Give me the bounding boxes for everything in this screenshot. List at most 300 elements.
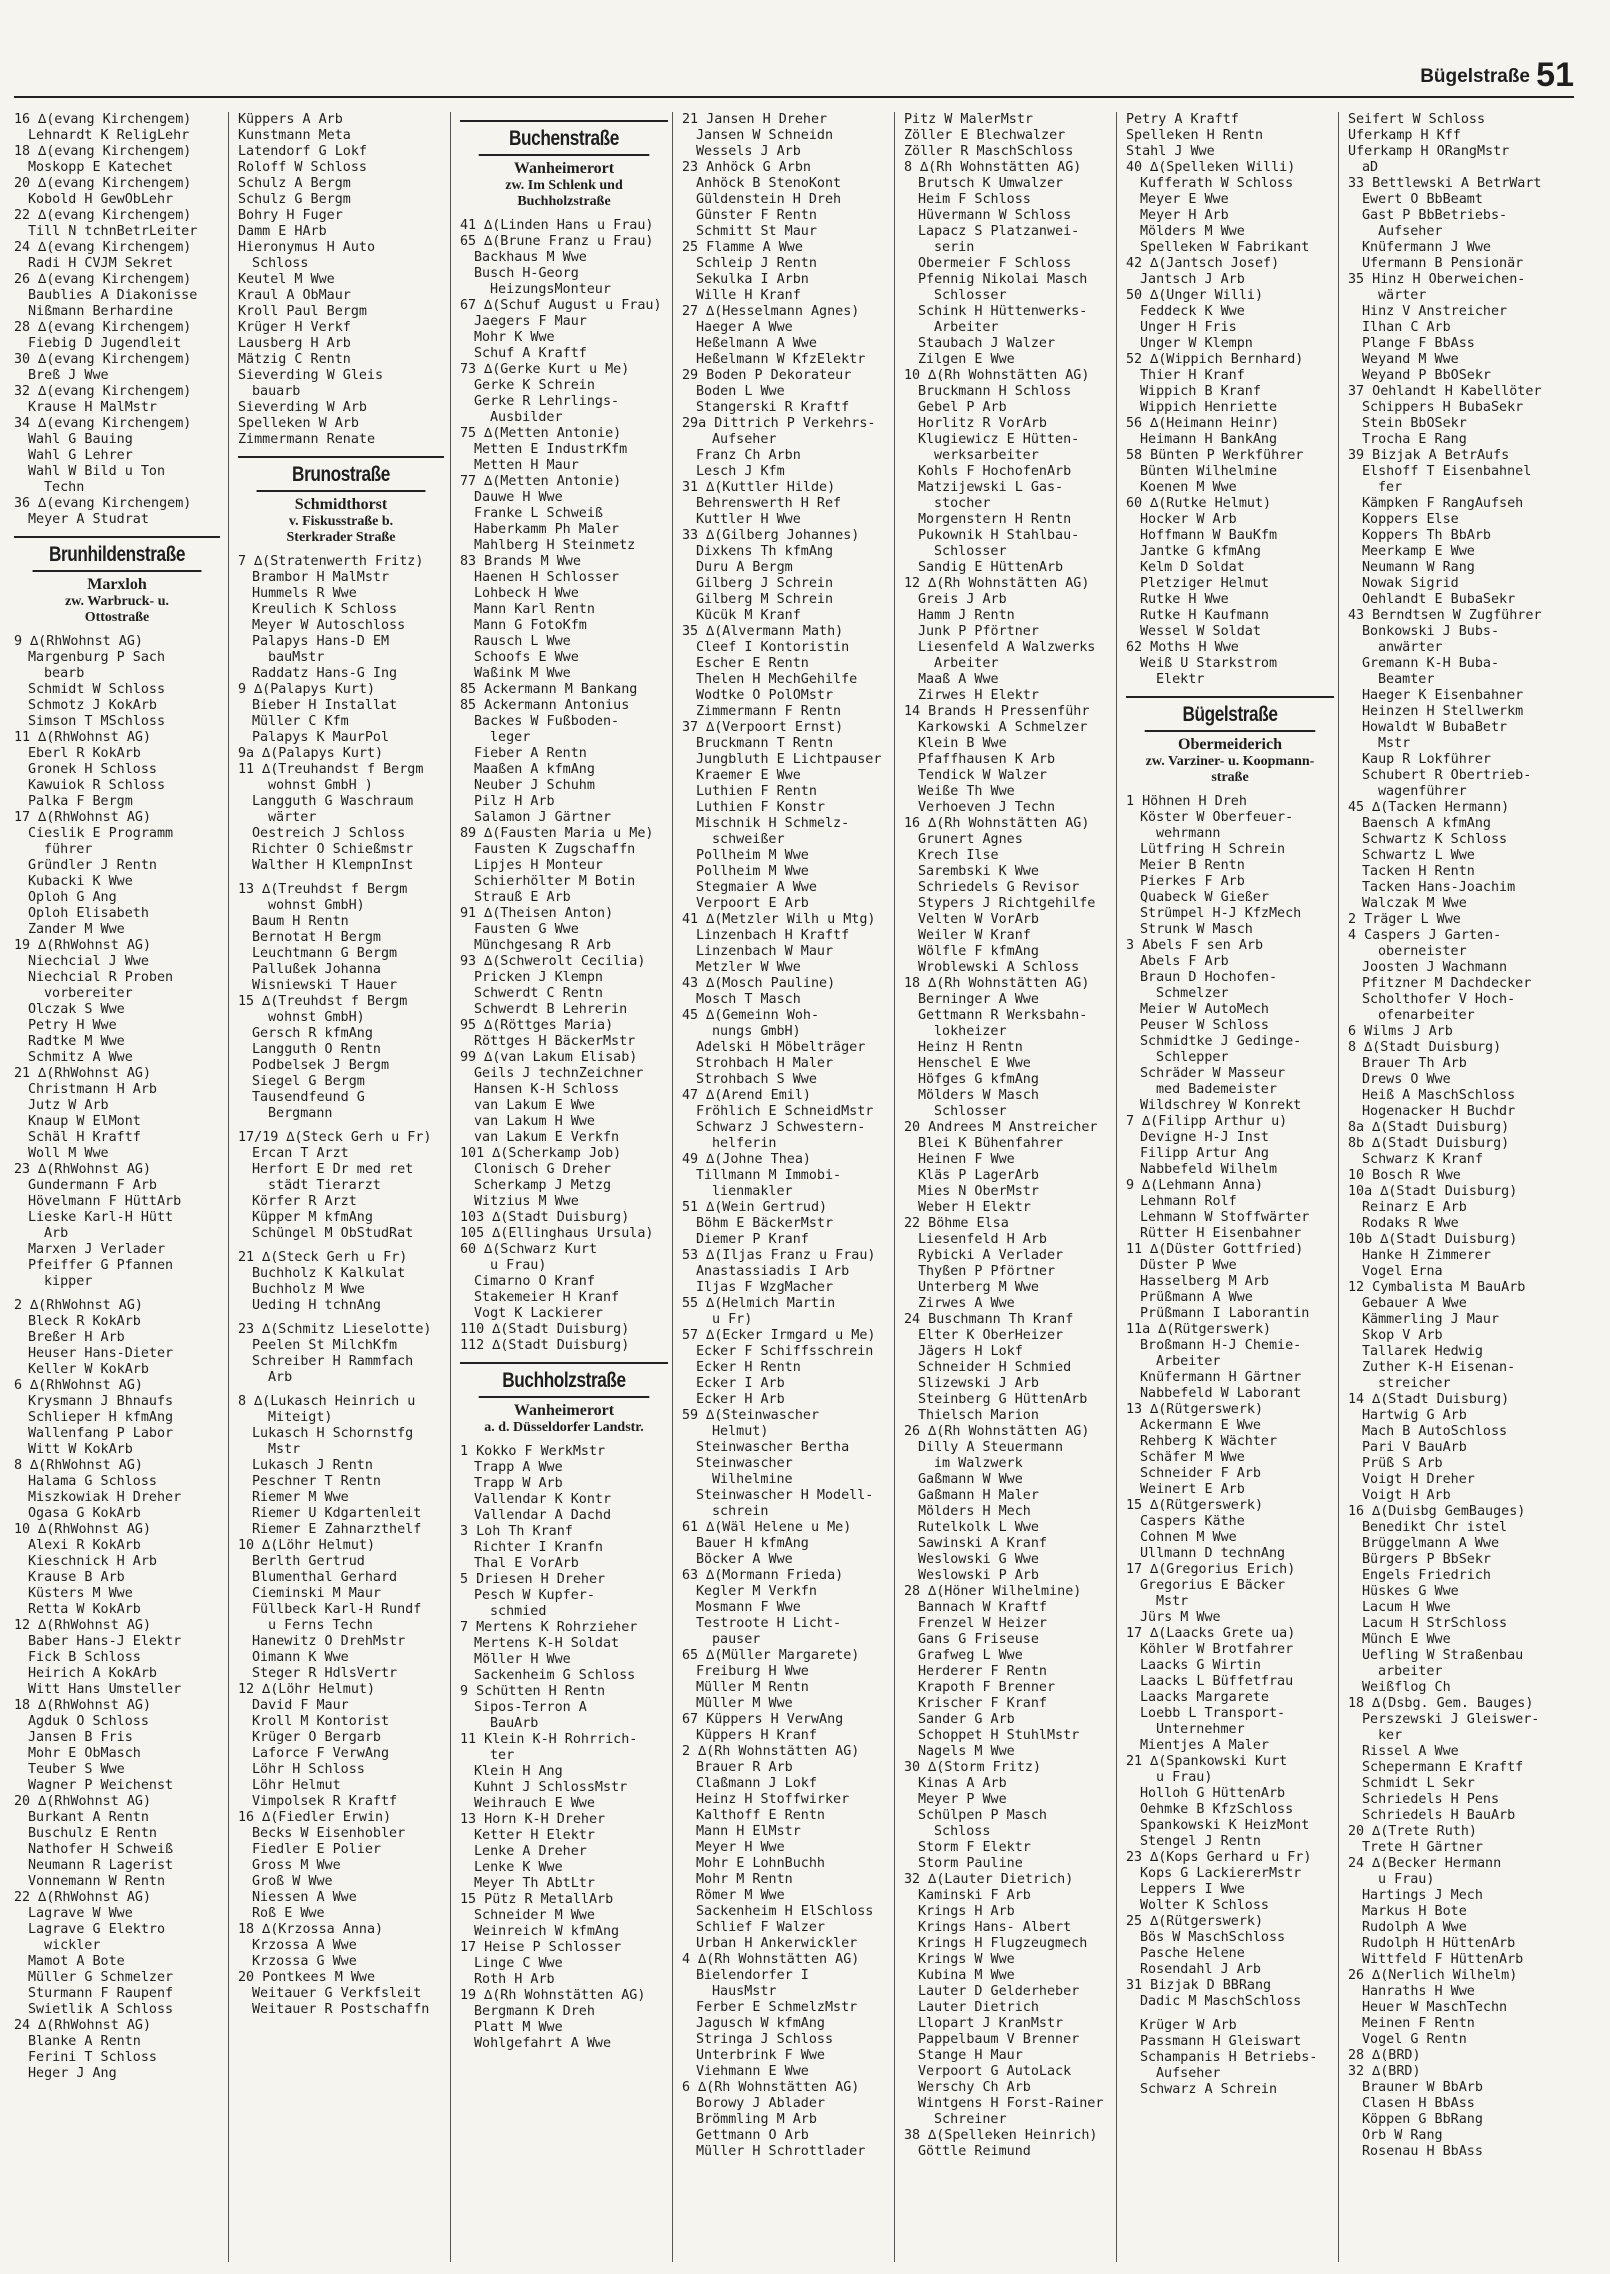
directory-entry: Raddatz Hans-G Ing: [252, 666, 398, 681]
directory-entry: Stakemeier H Kranf: [474, 1290, 620, 1305]
directory-entry: Schloss: [252, 256, 309, 271]
directory-entry: 67 ∆(Schuf August u Frau): [460, 298, 662, 313]
directory-entry: Scherkamp J Metzg: [474, 1178, 612, 1193]
directory-entry: Elter K OberHeizer: [918, 1328, 1064, 1343]
directory-entry: Stange H Maur: [918, 2048, 1023, 2063]
directory-entry: 65 ∆(Müller Margarete): [682, 1648, 860, 1663]
directory-entry: 41 ∆(Linden Hans u Frau): [460, 218, 654, 233]
directory-entry: Stangerski R Kraftf: [696, 400, 850, 415]
directory-entry: 35 Hinz H Oberweichen-: [1348, 272, 1526, 287]
directory-entry: Weitauer G Verkfsleit: [252, 1986, 422, 2001]
column-divider: [1116, 112, 1117, 2262]
directory-entry: 73 ∆(Gerke Kurt u Me): [460, 362, 630, 377]
directory-entry: Witt Hans Umsteller: [28, 1682, 182, 1697]
directory-entry: 65 ∆(Brune Franz u Frau): [460, 234, 654, 249]
directory-entry: Mosmann F Wwe: [696, 1600, 801, 1615]
directory-entry: 17 ∆(RhWohnst AG): [14, 810, 152, 825]
directory-entry: Neumann W Rang: [1362, 560, 1475, 575]
directory-entry: 75 ∆(Metten Antonie): [460, 426, 622, 441]
directory-entry: Zöller E Blechwalzer: [904, 128, 1066, 143]
directory-entry: Müller M Wwe: [696, 1696, 793, 1711]
directory-entry: bearb: [44, 666, 85, 681]
directory-entry: Weinreich W kfmAng: [474, 1924, 620, 1939]
directory-entry: Verpoort E Arb: [696, 896, 809, 911]
directory-entry: 18 ∆(Krzossa Anna): [238, 1922, 384, 1937]
directory-entry: Schampanis H Betriebs-: [1140, 2050, 1318, 2065]
directory-entry: Schepermann E Kraftf: [1362, 1760, 1524, 1775]
directory-entry: Bürgers P BbSekr: [1362, 1552, 1491, 1567]
directory-entry: Schwerdt C Rentn: [474, 986, 603, 1001]
directory-entry: Fiedler E Polier: [252, 1842, 381, 1857]
column-5: [904, 112, 1110, 2262]
directory-entry: Mölders H Mech: [918, 1504, 1031, 1519]
directory-entry: Pletziger Helmut: [1140, 576, 1269, 591]
directory-entry: Schulz G Bergm: [238, 192, 351, 207]
directory-entry: 14 Brands H Pressenführ: [904, 704, 1090, 719]
directory-entry: Radtke M Wwe: [28, 1034, 125, 1049]
directory-entry: Gundermann F Arb: [28, 1178, 157, 1193]
directory-entry: Stegmaier A Wwe: [696, 880, 817, 895]
directory-entry: 12 ∆(Rh Wohnstätten AG): [904, 576, 1090, 591]
directory-entry: Fausten G Wwe: [474, 922, 579, 937]
directory-entry: Groß W Wwe: [252, 1874, 333, 1889]
directory-entry: Lesch J Kfm: [696, 464, 785, 479]
directory-entry: 12 Cymbalista M BauArb: [1348, 1280, 1526, 1295]
directory-entry: 10 ∆(Löhr Helmut): [238, 1538, 376, 1553]
directory-entry: Zöller R MaschSchloss: [904, 144, 1074, 159]
directory-entry: Jaegers F Maur: [474, 314, 587, 329]
directory-entry: Schreiber H Rammfach: [252, 1354, 414, 1369]
directory-entry: Bauer H kfmAng: [696, 1536, 809, 1551]
directory-entry: Simson T MSchloss: [28, 714, 166, 729]
directory-entry: Schippers H BubaSekr: [1362, 400, 1524, 415]
directory-entry: im Walzwerk: [934, 1456, 1023, 1471]
directory-entry: [238, 1386, 444, 1394]
directory-entry: Schierhölter M Botin: [474, 874, 636, 889]
directory-entry: Kuttler H Wwe: [696, 512, 801, 527]
directory-entry: Liesenfeld H Arb: [918, 1232, 1047, 1247]
directory-entry: Filipp Artur Ang: [1140, 1146, 1269, 1161]
directory-entry: Schmitt St Maur: [696, 224, 817, 239]
directory-entry: 56 ∆(Heimann Heinr): [1126, 416, 1280, 431]
directory-entry: Nabbefeld Wilhelm: [1140, 1162, 1278, 1177]
directory-entry: 60 ∆(Schwarz Kurt: [460, 1242, 598, 1257]
directory-entry: Bös W MaschSchloss: [1140, 1930, 1286, 1945]
directory-entry: Knüfermann H Gärtner: [1140, 1370, 1302, 1385]
directory-entry: 43 Berndtsen W Zugführer: [1348, 608, 1542, 623]
district-name: Wanheimerort: [513, 160, 615, 177]
directory-entry: Metten H Maur: [474, 458, 579, 473]
street-range: a. d. Düsseldorfer Landstr.: [484, 1420, 644, 1435]
directory-entry: 4 Caspers J Garten-: [1348, 928, 1502, 943]
directory-entry: fer: [1378, 480, 1403, 495]
directory-entry: Roß E Wwe: [252, 1906, 325, 1921]
directory-entry: Hartings J Mech: [1362, 1888, 1483, 1903]
directory-entry: 3 Loh Th Kranf: [460, 1524, 573, 1539]
directory-entry: Vallendar A Dachd: [474, 1508, 612, 1523]
directory-entry: Weyand P BbOSekr: [1362, 368, 1491, 383]
directory-entry: Fiebig D Jugendleit: [28, 336, 182, 351]
directory-entry: Howaldt W BubaBetr: [1362, 720, 1508, 735]
directory-entry: Siegel G Bergm: [252, 1074, 365, 1089]
directory-entry: 11 ∆(RhWohnst AG): [14, 730, 152, 745]
directory-entry: 12 ∆(Löhr Helmut): [238, 1682, 376, 1697]
directory-entry: Pfaffhausen K Arb: [918, 752, 1056, 767]
directory-entry: Krech Ilse: [918, 848, 999, 863]
directory-entry: 45 ∆(Tacken Hermann): [1348, 800, 1510, 815]
directory-entry: Vogel G Rentn: [1362, 2032, 1467, 2047]
directory-entry: 19 ∆(Rh Wohnstätten AG): [460, 1988, 646, 2003]
directory-entry: 8 ∆(RhWohnst AG): [14, 1458, 143, 1473]
directory-entry: Kläs P LagerArb: [918, 1168, 1039, 1183]
directory-entry: lienmakler: [712, 1184, 793, 1199]
directory-entry: Arbeiter: [934, 320, 999, 335]
directory-entry: Schwerdt B Lehrerin: [474, 1002, 628, 1017]
directory-entry: Körfer R Arzt: [252, 1194, 357, 1209]
directory-entry: Wille H Kranf: [696, 288, 801, 303]
directory-entry: Schäl H Kraftf: [28, 1130, 141, 1145]
directory-entry: Kroll Paul Bergm: [238, 304, 367, 319]
directory-entry: Mach B AutoSchloss: [1362, 1424, 1508, 1439]
directory-entry: u Ferns Techn: [268, 1618, 373, 1633]
directory-entry: Gronek H Schloss: [28, 762, 157, 777]
directory-entry: Steinwascher: [696, 1456, 793, 1471]
directory-entry: Ullmann D technAng: [1140, 1546, 1286, 1561]
directory-entry: Köster W Oberfeuer-: [1140, 810, 1294, 825]
directory-entry: Heinz H Rentn: [918, 1040, 1023, 1055]
directory-entry: nungs GmbH): [712, 1024, 801, 1039]
directory-entry: Klein H Ang: [474, 1764, 563, 1779]
directory-entry: anwärter: [1378, 640, 1443, 655]
directory-entry: 61 ∆(Wäl Helene u Me): [682, 1520, 852, 1535]
directory-entry: Pfennig Nikolai Masch: [918, 272, 1088, 287]
directory-entry: serin: [934, 240, 975, 255]
directory-entry: Bünten Wilhelmine: [1140, 464, 1278, 479]
directory-entry: Ufermann B Pensionär: [1362, 256, 1524, 271]
directory-entry: Nowak Sigrid: [1362, 576, 1459, 591]
directory-entry: Thal E VorArb: [474, 1556, 579, 1571]
directory-entry: Kieschnick H Arb: [28, 1554, 157, 1569]
directory-entry: Elshoff T Eisenbahnel: [1362, 464, 1532, 479]
directory-entry: 20 Pontkees M Wwe: [238, 1970, 376, 1985]
directory-entry: Nathofer H Schweiß: [28, 1842, 174, 1857]
directory-entry: Stahl J Wwe: [1126, 144, 1215, 159]
directory-entry: Becks W Eisenhobler: [252, 1826, 406, 1841]
directory-entry: Rodaks R Wwe: [1362, 1216, 1459, 1231]
directory-entry: u Frau): [1156, 1770, 1213, 1785]
directory-entry: Weiße Th Wwe: [918, 784, 1015, 799]
directory-entry: Storm F Elektr: [918, 1840, 1031, 1855]
directory-entry: Sawinski A Kranf: [918, 1536, 1047, 1551]
directory-entry: Lacum H Wwe: [1362, 1600, 1451, 1615]
directory-entry: Arb: [44, 1226, 69, 1241]
directory-entry: Miszkowiak H Dreher: [28, 1490, 182, 1505]
directory-entry: Gettmann R Werksbahn-: [918, 1008, 1088, 1023]
directory-entry: 14 ∆(Stadt Duisburg): [1348, 1392, 1510, 1407]
directory-entry: 21 ∆(RhWohnst AG): [14, 1066, 152, 1081]
directory-entry: Schriedels H Pens: [1362, 1792, 1500, 1807]
directory-entry: 15 Pütz R MetallArb: [460, 1892, 614, 1907]
directory-entry: Sipos-Terron A: [474, 1700, 587, 1715]
directory-entry: Wodtke O PolOMstr: [696, 688, 834, 703]
directory-entry: Escher E Rentn: [696, 656, 809, 671]
directory-entry: Peelen St MilchKfm: [252, 1338, 398, 1353]
directory-entry: 22 ∆(RhWohnst AG): [14, 1890, 152, 1905]
directory-entry: Brambor H MalMstr: [252, 570, 390, 585]
street-name: Buchholzstraße: [479, 1368, 650, 1398]
directory-entry: Wildschrey W Konrekt: [1140, 1098, 1302, 1113]
directory-entry: 112 ∆(Stadt Duisburg): [460, 1338, 630, 1353]
directory-entry: Meier W AutoMech: [1140, 1002, 1269, 1017]
directory-entry: Müller H Schrottlader: [696, 2144, 866, 2159]
directory-entry: Mstr: [268, 1442, 301, 1457]
street-name: Brunostraße: [257, 462, 426, 492]
directory-entry: 34 ∆(evang Kirchengem): [14, 416, 192, 431]
directory-entry: Loebb L Transport-: [1140, 1706, 1286, 1721]
directory-entry: Mohr M Rentn: [696, 1872, 793, 1887]
directory-entry: Palapys K MaurPol: [252, 730, 390, 745]
directory-entry: 83 Brands M Wwe: [460, 554, 581, 569]
directory-entry: Verhoeven J Techn: [918, 800, 1056, 815]
directory-entry: wohnst GmbH): [268, 898, 365, 913]
directory-entry: Cieslik E Programm: [28, 826, 174, 841]
directory-entry: Staubach J Walzer: [918, 336, 1056, 351]
directory-entry: Kücük M Kranf: [696, 608, 801, 623]
directory-entry: Müller M Rentn: [696, 1680, 809, 1695]
directory-entry: 35 ∆(Alvermann Math): [682, 624, 844, 639]
directory-entry: Vonnemann W Rentn: [28, 1874, 166, 1889]
directory-entry: Lenke K Wwe: [474, 1860, 563, 1875]
directory-entry: Duru A Bergm: [696, 560, 793, 575]
directory-entry: Diemer P Kranf: [696, 1232, 809, 1247]
directory-entry: Krause B Arb: [28, 1570, 125, 1585]
directory-entry: Vimpolsek R Kraftf: [252, 1794, 398, 1809]
directory-entry: Schülpen P Masch: [918, 1808, 1047, 1823]
directory-entry: Unger H Fris: [1140, 320, 1237, 335]
directory-entry: Unterberg M Wwe: [918, 1280, 1039, 1295]
directory-entry: 32 ∆(BRD): [1348, 2064, 1421, 2079]
directory-entry: Clasen H BbAss: [1362, 2096, 1475, 2111]
directory-entry: 7 Mertens K Rohrzieher: [460, 1620, 638, 1635]
directory-entry: Baensch A kfmAng: [1362, 816, 1491, 831]
directory-entry: Heiß A MaschSchloss: [1362, 1088, 1516, 1103]
directory-entry: Bergmann: [268, 1106, 333, 1121]
directory-entry: Stypers J Richtgehilfe: [918, 896, 1096, 911]
directory-entry: Busch H-Georg: [474, 266, 579, 281]
directory-entry: Junk P Pförtner: [918, 624, 1039, 639]
directory-entry: Maaßen A kfmAng: [474, 762, 595, 777]
directory-entry: Adelski H Möbelträger: [696, 1040, 866, 1055]
directory-entry: Schlosser: [934, 288, 1007, 303]
directory-entry: Trocha E Rang: [1362, 432, 1467, 447]
directory-entry: Teuber S Wwe: [28, 1762, 125, 1777]
directory-entry: Caspers Käthe: [1140, 1514, 1245, 1529]
directory-entry: Linzenbach W Maur: [696, 944, 834, 959]
directory-entry: 101 ∆(Scherkamp Job): [460, 1146, 622, 1161]
directory-entry: Kämmerling J Maur: [1362, 1312, 1500, 1327]
directory-entry: Schmidt W Schloss: [28, 682, 166, 697]
directory-entry: 89 ∆(Fausten Maria u Me): [460, 826, 654, 841]
directory-entry: Brauner W BbArb: [1362, 2080, 1483, 2095]
directory-entry: Gebauer A Wwe: [1362, 1296, 1467, 1311]
directory-entry: Meyer P Wwe: [918, 1792, 1007, 1807]
directory-entry: 30 ∆(evang Kirchengem): [14, 352, 192, 367]
directory-entry: Backhaus M Wwe: [474, 250, 587, 265]
directory-entry: Lauter D Gelderheber: [918, 1984, 1080, 1999]
directory-entry: Gründler J Rentn: [28, 858, 157, 873]
directory-entry: Rosenau H BbAss: [1362, 2144, 1483, 2159]
directory-entry: 40 ∆(Spelleken Willi): [1126, 160, 1296, 175]
directory-entry: Kraemer E Wwe: [696, 768, 801, 783]
directory-entry: Gremann K-H Buba-: [1362, 656, 1500, 671]
directory-entry: streicher: [1378, 1376, 1451, 1391]
directory-entry: Wessels J Arb: [696, 144, 801, 159]
directory-entry: 23 Anhöck G Arbn: [682, 160, 811, 175]
directory-entry: u Fr): [712, 1312, 753, 1327]
directory-entry: Schoofs E Wwe: [474, 650, 579, 665]
directory-entry: Pari V BauArb: [1362, 1440, 1467, 1455]
directory-entry: Buchholz K Kalkulat: [252, 1266, 406, 1281]
directory-entry: Pesch W Kupfer-: [474, 1588, 595, 1603]
directory-entry: 16 ∆(Duisbg GemBauges): [1348, 1504, 1526, 1519]
directory-entry: Pappelbaum V Brenner: [918, 2032, 1080, 2047]
directory-entry: Zirwes H Elektr: [918, 688, 1039, 703]
directory-columns: [14, 112, 1574, 2262]
directory-entry: Schink H Hüttenwerks-: [918, 304, 1088, 319]
directory-entry: Engels Friedrich: [1362, 1568, 1491, 1583]
directory-entry: Platt M Wwe: [474, 2020, 563, 2035]
directory-entry: schmied: [490, 1604, 547, 1619]
district-name: Obermeiderich: [1178, 736, 1282, 753]
directory-entry: [14, 1290, 220, 1298]
directory-entry: Hogenacker H Buchdr: [1362, 1104, 1516, 1119]
directory-entry: 2 ∆(Rh Wohnstätten AG): [682, 1744, 860, 1759]
directory-entry: Wroblewski A Schloss: [918, 960, 1080, 975]
directory-entry: Neumann R Lagerist: [28, 1858, 174, 1873]
directory-entry: Lukasch J Rentn: [252, 1458, 373, 1473]
directory-entry: 20 ∆(evang Kirchengem): [14, 176, 192, 191]
directory-entry: Küppers A Arb: [238, 112, 343, 127]
directory-entry: 25 ∆(Rütgerswerk): [1126, 1914, 1264, 1929]
directory-entry: Brauer Th Arb: [1362, 1056, 1467, 1071]
directory-entry: Leuchtmann G Bergm: [252, 946, 398, 961]
directory-entry: Tausendfeund G: [252, 1090, 365, 1105]
directory-entry: Brauer R Arb: [696, 1760, 793, 1775]
directory-entry: 22 Böhme Elsa: [904, 1216, 1009, 1231]
directory-entry: Meyer E Wwe: [1140, 192, 1229, 207]
directory-entry: Dilly A Steuermann: [918, 1440, 1064, 1455]
directory-entry: Rutke H Wwe: [1140, 592, 1229, 607]
directory-entry: Passmann H Gleiswart: [1140, 2034, 1302, 2049]
directory-entry: werksarbeiter: [934, 448, 1039, 463]
directory-entry: 37 ∆(Verpoort Ernst): [682, 720, 844, 735]
directory-entry: Perszewski J Gleiswer-: [1362, 1712, 1540, 1727]
directory-entry: Dixkens Th kfmAng: [696, 544, 834, 559]
directory-entry: Schmelzer: [1156, 986, 1229, 1001]
directory-entry: Rudolph A Wwe: [1362, 1920, 1467, 1935]
directory-entry: Pitz W MalerMstr: [904, 112, 1033, 127]
directory-entry: Weber H Elektr: [918, 1200, 1031, 1215]
directory-entry: [1126, 2010, 1334, 2018]
directory-entry: Mölders W Masch: [918, 1088, 1039, 1103]
directory-entry: Schlief F Walzer: [696, 1920, 825, 1935]
directory-entry: 85 Ackermann Antonius: [460, 698, 630, 713]
directory-entry: Markus H Bote: [1362, 1904, 1467, 1919]
directory-entry: Slizewski J Arb: [918, 1376, 1039, 1391]
directory-entry: 10 ∆(RhWohnst AG): [14, 1522, 152, 1537]
street-heading: [238, 456, 444, 548]
directory-entry: 19 ∆(RhWohnst AG): [14, 938, 152, 953]
directory-entry: 6 ∆(Rh Wohnstätten AG): [682, 2080, 860, 2095]
directory-entry: Anastassiadis I Arb: [696, 1264, 850, 1279]
directory-entry: Kohls F HochofenArb: [918, 464, 1072, 479]
directory-entry: Kubacki K Wwe: [28, 874, 133, 889]
directory-entry: Velten W VorArb: [918, 912, 1039, 927]
directory-entry: Pukownik H Stahlbau-: [918, 528, 1080, 543]
directory-entry: Koenen M Wwe: [1140, 480, 1237, 495]
directory-entry: vorbereiter: [44, 986, 133, 1001]
directory-entry: [238, 1122, 444, 1130]
directory-entry: [238, 874, 444, 882]
directory-entry: Gettmann O Arb: [696, 2128, 809, 2143]
directory-entry: Peschner T Rentn: [252, 1474, 381, 1489]
directory-entry: Schriedels G Revisor: [918, 880, 1080, 895]
directory-entry: Gregorius E Bäcker: [1140, 1578, 1286, 1593]
directory-entry: Witzius M Wwe: [474, 1194, 579, 1209]
directory-entry: Meier B Rentn: [1140, 858, 1245, 873]
directory-entry: Wilhelmine: [712, 1472, 793, 1487]
directory-entry: Kops G LackiererMstr: [1140, 1866, 1302, 1881]
directory-entry: Schwarz J Schwestern-: [696, 1120, 866, 1135]
directory-entry: 103 ∆(Stadt Duisburg): [460, 1210, 630, 1225]
directory-entry: 58 Bünten P Werkführer: [1126, 448, 1304, 463]
directory-entry: Lütfring H Schrein: [1140, 842, 1286, 857]
directory-entry: Lacum H StrSchloss: [1362, 1616, 1508, 1631]
directory-entry: Strohbach H Maler: [696, 1056, 834, 1071]
directory-entry: Bieber H Installat: [252, 698, 398, 713]
directory-entry: Hüvermann W Schloss: [918, 208, 1072, 223]
directory-entry: 17 ∆(Gregorius Erich): [1126, 1562, 1296, 1577]
directory-entry: 21 Jansen H Dreher: [682, 112, 828, 127]
directory-entry: Leppers I Wwe: [1140, 1882, 1245, 1897]
directory-entry: Ketter H Elektr: [474, 1828, 595, 1843]
directory-entry: Keutel M Wwe: [238, 272, 335, 287]
directory-entry: Mamot A Bote: [28, 1954, 125, 1969]
directory-entry: Buchholz M Wwe: [252, 1282, 365, 1297]
directory-entry: 20 Andrees M Anstreicher: [904, 1120, 1098, 1135]
directory-entry: 28 ∆(BRD): [1348, 2048, 1421, 2063]
directory-entry: 55 ∆(Helmich Martin: [682, 1296, 836, 1311]
directory-entry: Dadic M MaschSchloss: [1140, 1994, 1302, 2009]
district-name: Wanheimerort: [513, 1402, 615, 1419]
directory-entry: Gerke R Lehrlings-: [474, 394, 620, 409]
directory-entry: Böhm E BäckerMstr: [696, 1216, 834, 1231]
directory-entry: Henschel E Wwe: [918, 1056, 1031, 1071]
directory-entry: 11 ∆(Düster Gottfried): [1126, 1242, 1304, 1257]
directory-entry: Unternehmer: [1156, 1722, 1245, 1737]
directory-entry: Pilz H Arb: [474, 794, 555, 809]
directory-entry: Wallenfang P Labor: [28, 1426, 174, 1441]
directory-entry: 60 ∆(Rutke Helmut): [1126, 496, 1272, 511]
directory-entry: Freiburg H Wwe: [696, 1664, 809, 1679]
directory-entry: Haeger A Wwe: [696, 320, 793, 335]
directory-entry: 8 ∆(Stadt Duisburg): [1348, 1040, 1502, 1055]
directory-entry: Heßelmann W KfzElektr: [696, 352, 866, 367]
directory-entry: Heinzen H Stellwerkm: [1362, 704, 1524, 719]
directory-entry: Jagusch W kfmAng: [696, 2016, 825, 2031]
directory-entry: Weiß U Starkstrom: [1140, 656, 1278, 671]
directory-entry: Mstr: [1156, 1594, 1189, 1609]
